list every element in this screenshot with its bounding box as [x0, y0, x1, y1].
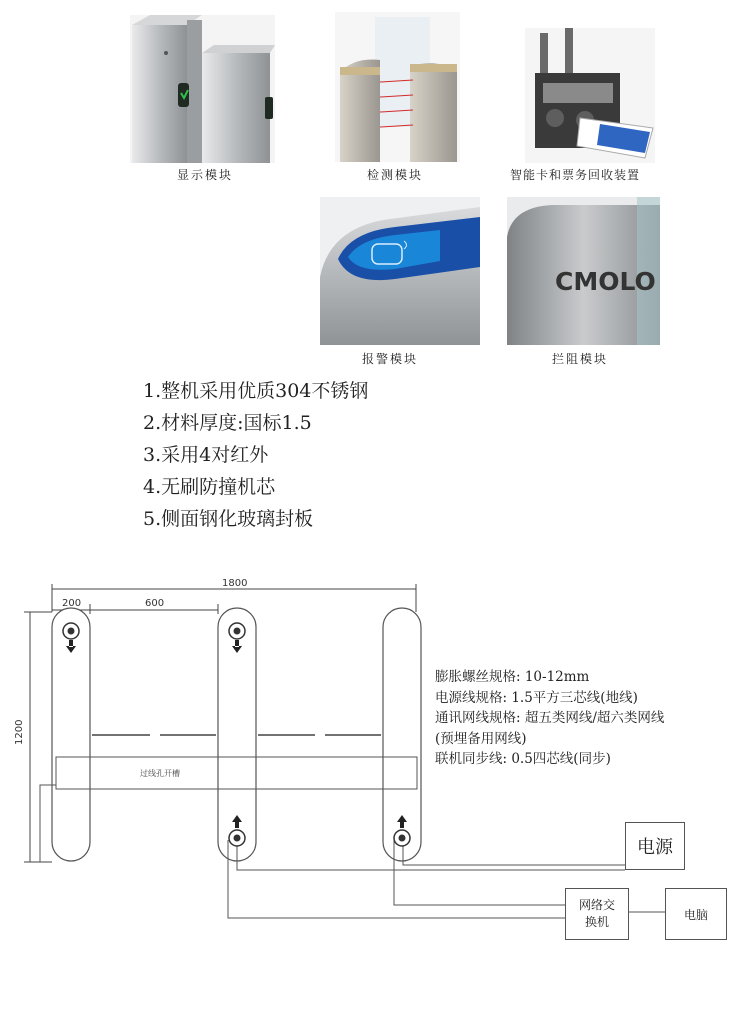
feature-item: 5.侧面钢化玻璃封板 [143, 508, 314, 530]
spec-item: (预埋备用网线) [435, 730, 527, 747]
dim-lane: 600 [145, 598, 165, 609]
module-caption-card-recovery: 智能卡和票务回收装置 [509, 168, 640, 182]
feature-item: 1.整机采用优质304不锈钢 [143, 380, 369, 402]
computer-box [665, 888, 727, 940]
dim-total-width: 1800 [222, 578, 248, 589]
power-box [625, 822, 685, 870]
feature-item: 2.材料厚度:国标1.5 [143, 412, 312, 434]
switch-label-line2: 换机 [584, 915, 609, 929]
trench-label: 过线孔开槽 [140, 769, 180, 778]
spec-item: 通讯网线规格: 超五类网线/超六类网线 [435, 710, 665, 726]
module-caption-barrier: 拦阻模块 [551, 352, 608, 366]
network-switch-box [565, 888, 629, 940]
feature-item: 3.采用4对红外 [143, 444, 269, 466]
barrier-logo-text: CMOLO [555, 267, 656, 296]
power-label: 电源 [637, 837, 673, 858]
dim-length: 1200 [14, 719, 25, 745]
feature-item: 4.无刷防撞机芯 [143, 476, 276, 498]
module-caption-alarm: 报警模块 [361, 352, 418, 366]
computer-label: 电脑 [683, 907, 708, 922]
spec-list [435, 667, 664, 770]
dim-side: 200 [62, 598, 82, 609]
module-caption-display: 显示模块 [176, 168, 233, 182]
spec-item: 膨胀螺丝规格: 10-12mm [435, 669, 590, 685]
module-caption-detection: 检测模块 [366, 168, 423, 182]
spec-item: 联机同步线: 0.5四芯线(同步) [435, 751, 611, 767]
switch-label-line1: 网络交 [578, 898, 615, 912]
spec-item: 电源线规格: 1.5平方三芯线(地线) [435, 689, 638, 706]
